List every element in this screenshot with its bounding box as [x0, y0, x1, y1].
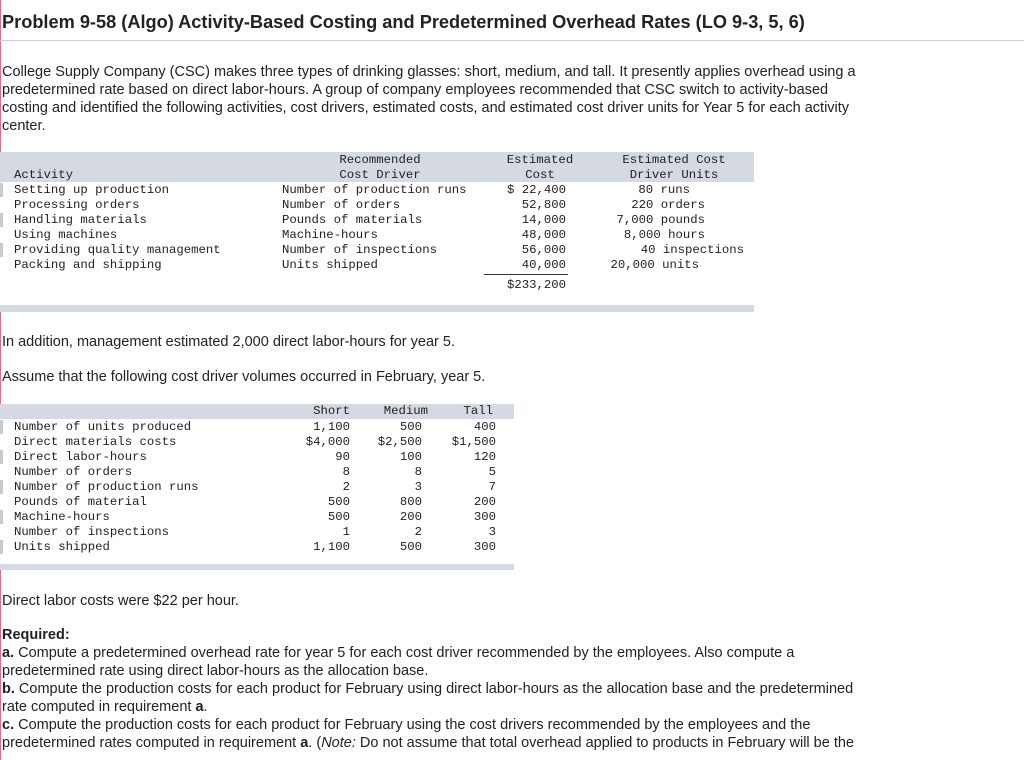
- activity-name: Providing quality management: [14, 243, 221, 257]
- table-footer-band: [0, 564, 514, 570]
- volume-tall: 300: [473, 540, 496, 554]
- col-header-driver: Cost Driver: [339, 168, 421, 182]
- volume-row-label: Number of production runs: [14, 480, 199, 494]
- volume-tall: 200: [473, 495, 496, 509]
- volume-tall: 120: [473, 450, 496, 464]
- volume-short: 1,100: [313, 540, 350, 554]
- row-marker: [0, 510, 3, 524]
- volume-tall: 5: [488, 465, 496, 479]
- activity-driver: Machine-hours: [282, 228, 378, 242]
- requirement-b-text: .: [203, 699, 208, 715]
- requirement-ref: a: [195, 699, 204, 715]
- requirement-c-text: Do not assume that total overhead applied to products in February will be the: [355, 735, 854, 751]
- col-header-cost: Estimated: [506, 153, 574, 167]
- requirement-c-letter: c.: [2, 717, 15, 733]
- volume-row-label: Number of orders: [14, 465, 133, 479]
- col-header-driver: Recommended: [339, 153, 421, 167]
- volume-row-label: Number of inspections: [14, 525, 169, 539]
- activity-units: 220 orders: [631, 198, 705, 212]
- title-divider: [0, 40, 1024, 41]
- activity-cost: 48,000: [521, 228, 566, 242]
- volume-row-label: Direct labor-hours: [14, 450, 147, 464]
- requirement-c: [2, 717, 1017, 735]
- requirement-b-text: Compute the production costs for each product for February using direct labor-hours as the allocation base and the predetermined: [14, 681, 854, 697]
- requirement-a-cont: predetermined rate using direct labor-hours as the allocation base.: [2, 663, 429, 679]
- table-header-band: [0, 404, 514, 419]
- intro-line: center.: [2, 118, 46, 134]
- volume-short: 1,100: [313, 420, 350, 434]
- volume-short: 8: [342, 465, 350, 479]
- volume-medium: 2: [414, 525, 422, 539]
- required-heading: Required:: [2, 627, 70, 643]
- cost-driver-volume-table: [0, 404, 514, 570]
- requirement-ref: a: [300, 735, 309, 751]
- volume-short: 1: [342, 525, 350, 539]
- intro-line: predetermined rate based on direct labor-hours. A group of company employees recommended that CSC switch to activity-based: [2, 82, 829, 98]
- row-marker: [0, 213, 3, 227]
- activity-driver: Number of inspections: [282, 243, 437, 257]
- activity-cost: 52,800: [521, 198, 566, 212]
- intro-line: costing and identified the following activities, cost drivers, estimated costs, and estimated cost driver units for Year 5 for each activity: [2, 100, 850, 116]
- volume-row-label: Units shipped: [14, 540, 110, 554]
- activity-units: 7,000 pounds: [616, 213, 705, 227]
- volume-medium: 500: [399, 540, 422, 554]
- volume-medium: 800: [399, 495, 422, 509]
- col-header-cost: Cost: [525, 168, 555, 182]
- col-header-units: Driver Units: [629, 168, 719, 182]
- col-header-tall: Tall: [463, 404, 493, 418]
- requirement-b-text: rate computed in requirement: [2, 699, 196, 715]
- assume-note: Assume that the following cost driver volumes occurred in February, year 5.: [2, 369, 486, 385]
- activity-units: 80 runs: [638, 183, 690, 197]
- volume-medium: 8: [414, 465, 422, 479]
- volume-short: 2: [342, 480, 350, 494]
- row-marker: [0, 183, 3, 197]
- volume-row-label: Number of units produced: [14, 420, 192, 434]
- row-marker: [0, 450, 3, 464]
- volume-short: 500: [327, 495, 350, 509]
- labor-hours-note: In addition, management estimated 2,000 direct labor-hours for year 5.: [2, 334, 455, 350]
- requirement-a-letter: a.: [2, 645, 15, 661]
- volume-tall: 3: [488, 525, 496, 539]
- note-label: Note:: [321, 735, 356, 751]
- problem-title: Problem 9-58 (Algo) Activity-Based Costing and Predetermined Overhead Rates (LO 9-3, 5, 6): [2, 12, 805, 32]
- volume-short: 90: [335, 450, 350, 464]
- requirement-c-text: Compute the production costs for each product for February using the cost drivers recommended by the employees and the: [14, 717, 811, 733]
- activity-name: Handling materials: [14, 213, 147, 227]
- volume-row-label: Machine-hours: [14, 510, 110, 524]
- activity-name: Using machines: [14, 228, 118, 242]
- table-footer-band: [0, 305, 754, 312]
- volume-short: $4,000: [305, 435, 350, 449]
- activity-cost: 56,000: [521, 243, 566, 257]
- intro-line: College Supply Company (CSC) makes three types of drinking glasses: short, medium, and tall. It presently applies overhead using a: [2, 64, 856, 80]
- activity-cost: 14,000: [521, 213, 566, 227]
- activity-units: 40 inspections: [640, 243, 744, 257]
- row-marker: [0, 420, 3, 434]
- requirement-b-letter: b.: [2, 681, 15, 697]
- volume-medium: 500: [399, 420, 422, 434]
- activity-cost: 40,000: [521, 258, 566, 272]
- col-header-medium: Medium: [383, 404, 428, 418]
- requirement-a-text: Compute a predetermined overhead rate for year 5 for each cost driver recommended by the employees. Also compute a: [14, 645, 795, 661]
- row-marker: [0, 540, 3, 554]
- volume-row-label: Direct materials costs: [14, 435, 177, 449]
- activity-name: Processing orders: [14, 198, 140, 212]
- col-header-activity: Activity: [14, 168, 74, 182]
- volume-tall: $1,500: [451, 435, 496, 449]
- col-header-units: Estimated Cost: [622, 153, 726, 167]
- requirement-c-cont: [2, 735, 1017, 753]
- volume-row-label: Pounds of material: [14, 495, 147, 509]
- activity-cost-table: [0, 152, 754, 312]
- volume-medium: 200: [399, 510, 422, 524]
- activity-driver: Number of orders: [282, 198, 401, 212]
- activity-units: 20,000 units: [610, 258, 699, 272]
- activity-driver: Number of production runs: [282, 183, 467, 197]
- labor-cost-note: Direct labor costs were $22 per hour.: [2, 593, 239, 609]
- col-header-short: Short: [313, 404, 350, 418]
- row-marker: [0, 243, 3, 257]
- requirement-c-text: . (: [308, 735, 322, 751]
- volume-tall: 300: [473, 510, 496, 524]
- requirement-b-cont: [2, 699, 1017, 717]
- activity-name: Setting up production: [14, 183, 169, 197]
- requirement-b: [2, 681, 1017, 699]
- volume-tall: 7: [488, 480, 496, 494]
- requirement-c-text: predetermined rates computed in requirement: [2, 735, 301, 751]
- volume-tall: 400: [473, 420, 496, 434]
- activity-cost-total: $233,200: [506, 278, 566, 292]
- activity-cost: $ 22,400: [506, 183, 566, 197]
- activity-driver: Units shipped: [282, 258, 378, 272]
- volume-short: 500: [327, 510, 350, 524]
- volume-medium: 3: [414, 480, 422, 494]
- total-underline: [484, 274, 568, 275]
- left-margin-rule: [0, 0, 1, 760]
- volume-medium: $2,500: [377, 435, 422, 449]
- activity-driver: Pounds of materials: [282, 213, 423, 227]
- requirement-a: [2, 645, 1017, 663]
- row-marker: [0, 480, 3, 494]
- volume-medium: 100: [399, 450, 422, 464]
- activity-units: 8,000 hours: [623, 228, 705, 242]
- activity-name: Packing and shipping: [14, 258, 162, 272]
